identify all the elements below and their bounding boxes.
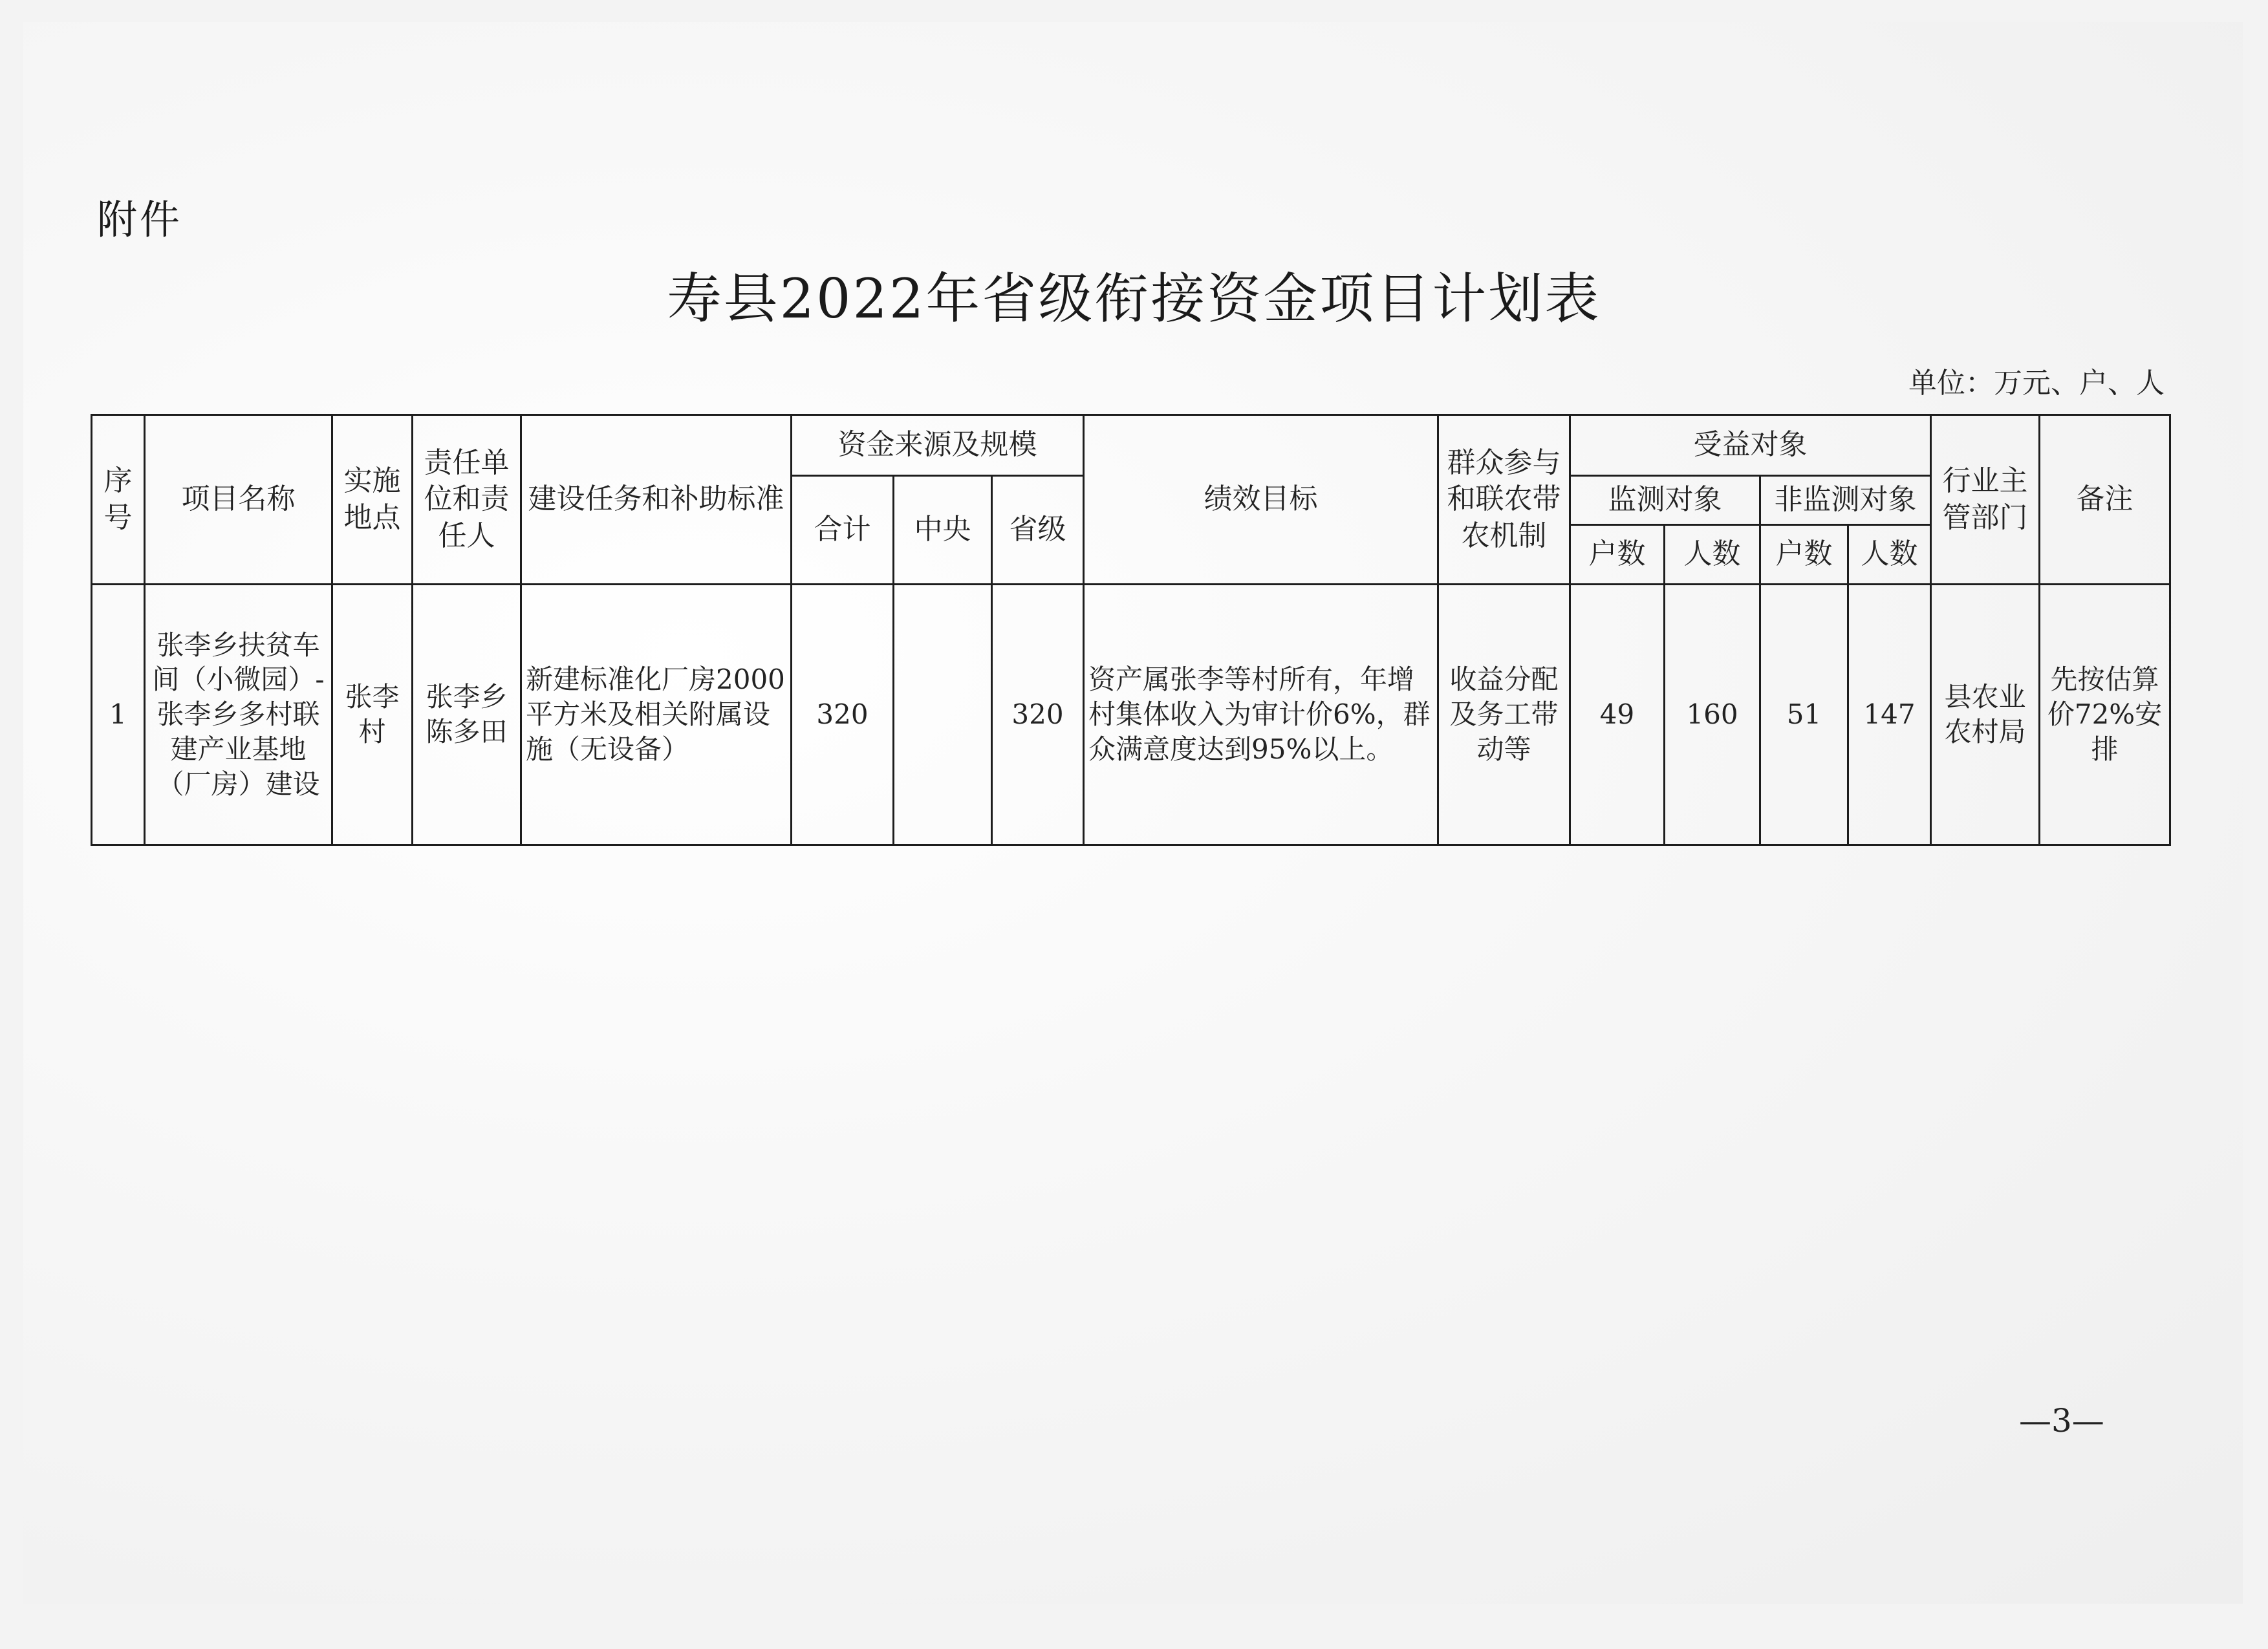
header-funding: 资金来源及规模 bbox=[792, 415, 1084, 476]
header-monitored-persons: 人数 bbox=[1665, 525, 1760, 585]
cell-monitored-households: 49 bbox=[1570, 585, 1665, 845]
page-number: —3— bbox=[2019, 1402, 2104, 1439]
cell-responsible: 张李乡陈多田 bbox=[413, 585, 521, 845]
header-funding-central: 中央 bbox=[894, 476, 992, 585]
header-task: 建设任务和补助标准 bbox=[521, 415, 792, 585]
header-non-monitored-persons: 人数 bbox=[1848, 525, 1931, 585]
cell-funding-central bbox=[894, 585, 992, 845]
cell-non-monitored-households: 51 bbox=[1760, 585, 1848, 845]
header-non-monitored: 非监测对象 bbox=[1760, 476, 1931, 525]
cell-goal: 资产属张李等村所有，年增村集体收入为审计价6%，群众满意度达到95%以上。 bbox=[1084, 585, 1438, 845]
header-location: 实施地点 bbox=[332, 415, 413, 585]
cell-task: 新建标准化厂房2000平方米及相关附属设施（无设备） bbox=[521, 585, 792, 845]
header-dept: 行业主管部门 bbox=[1931, 415, 2040, 585]
header-beneficiary: 受益对象 bbox=[1570, 415, 1931, 476]
cell-seq: 1 bbox=[92, 585, 145, 845]
header-mechanism: 群众参与和联农带农机制 bbox=[1438, 415, 1570, 585]
header-funding-provincial: 省级 bbox=[992, 476, 1084, 585]
cell-non-monitored-persons: 147 bbox=[1848, 585, 1931, 845]
cell-dept: 县农业农村局 bbox=[1931, 585, 2040, 845]
header-project-name: 项目名称 bbox=[145, 415, 332, 585]
cell-monitored-persons: 160 bbox=[1665, 585, 1760, 845]
header-monitored: 监测对象 bbox=[1570, 476, 1760, 525]
attachment-label: 附件 bbox=[97, 196, 183, 243]
header-responsible: 责任单位和责任人 bbox=[413, 415, 521, 585]
header-remark: 备注 bbox=[2040, 415, 2170, 585]
cell-mechanism: 收益分配及务工带动等 bbox=[1438, 585, 1570, 845]
table-row bbox=[92, 585, 2170, 845]
project-plan-table bbox=[91, 414, 2171, 846]
header-non-monitored-households: 户数 bbox=[1760, 525, 1848, 585]
header-funding-total: 合计 bbox=[792, 476, 894, 585]
unit-note: 单位：万元、户、人 bbox=[1908, 367, 2165, 400]
cell-funding-provincial: 320 bbox=[992, 585, 1084, 845]
cell-remark: 先按估算价72%安排 bbox=[2040, 585, 2170, 845]
document-title: 寿县2022年省级衔接资金项目计划表 bbox=[667, 267, 1601, 330]
header-monitored-households: 户数 bbox=[1570, 525, 1665, 585]
header-seq: 序号 bbox=[92, 415, 145, 585]
cell-funding-total: 320 bbox=[792, 585, 894, 845]
cell-location: 张李村 bbox=[332, 585, 413, 845]
header-goal: 绩效目标 bbox=[1084, 415, 1438, 585]
cell-project-name: 张李乡扶贫车间（小微园）-张李乡多村联建产业基地（厂房）建设 bbox=[145, 585, 332, 845]
